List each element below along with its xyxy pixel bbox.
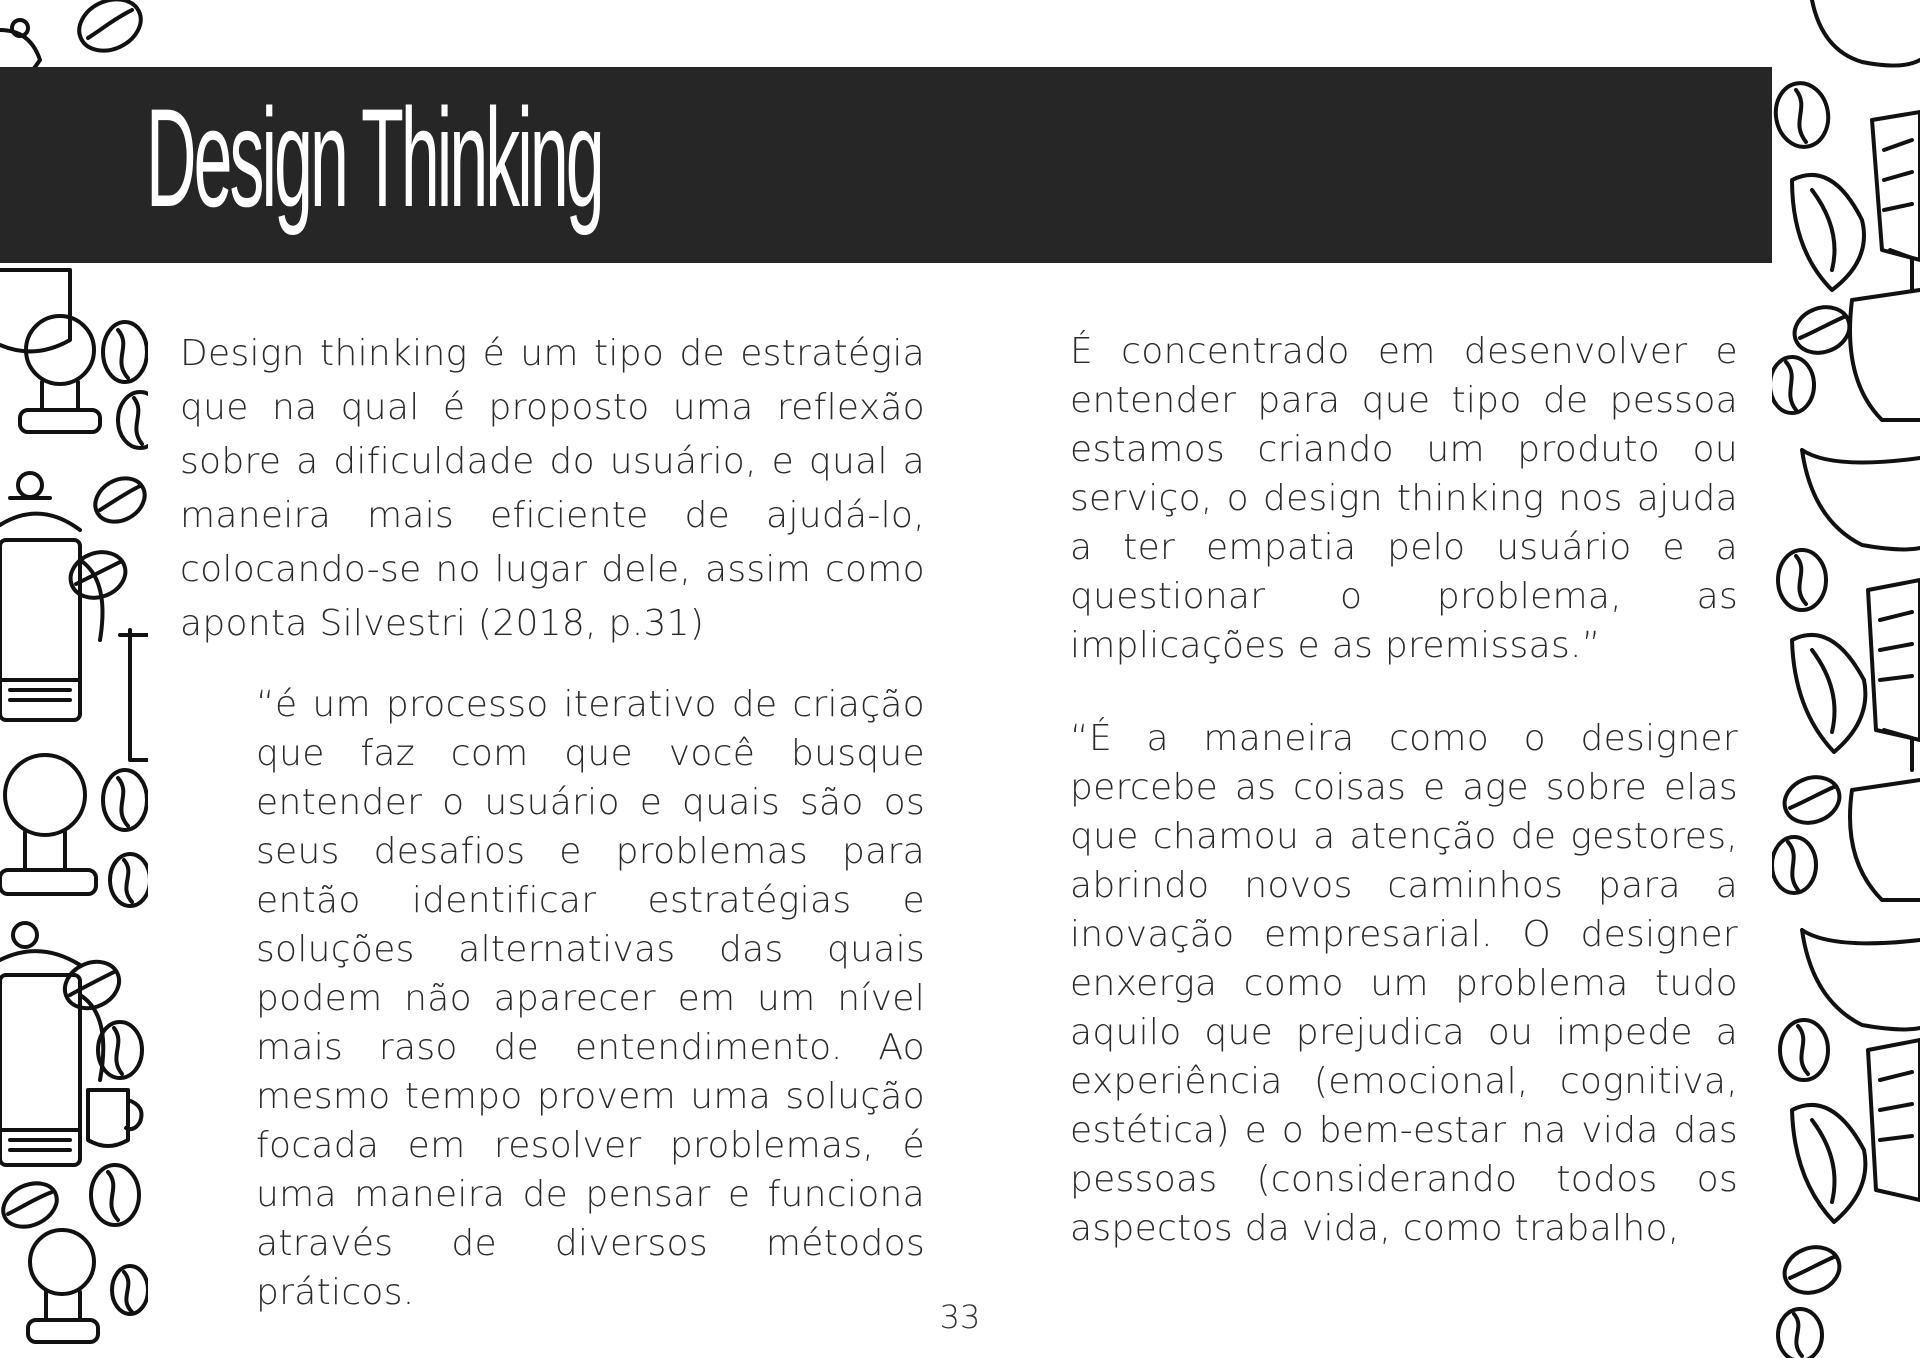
coffee-bean-icon	[1788, 300, 1856, 360]
coffee-bean-icon	[1772, 357, 1814, 413]
coffee-bowl-icon	[1802, 930, 1920, 1029]
coffee-bean-icon	[91, 1165, 139, 1225]
coffee-bean-icon	[103, 322, 147, 382]
coffee-bean-icon	[0, 1175, 64, 1235]
coffee-bean-icon	[118, 392, 148, 448]
tamper-icon	[20, 316, 100, 432]
tamper-icon	[28, 1230, 98, 1342]
left-intro-paragraph: Design thinking é um tipo de estratégia que na qual é proposto uma reflexão sobre a dificuldade do usuário, e qual a maneira mais eficiente de ajudá-lo, colocando-se no lugar dele, assim como aponta Silvestri (2018, p.31)	[180, 333, 925, 644]
page-number: 33	[939, 1298, 981, 1336]
coffee-bean-icon	[1772, 837, 1816, 893]
coffee-bean-icon	[64, 545, 132, 605]
coffee-bean-icon	[1780, 1020, 1828, 1080]
page-title: Design Thinking	[146, 79, 602, 236]
coffee-bean-icon	[1778, 1309, 1822, 1358]
coffee-cup-icon	[0, 250, 90, 351]
coffee-doodle-pattern-right	[1772, 0, 1920, 1358]
coffee-bean-icon	[110, 854, 148, 906]
coffee-cup-icon	[120, 630, 148, 760]
tamper-icon	[0, 755, 96, 894]
right-paragraph-2: “É a maneira como o designer percebe as coisas e age sobre elas que chamou a atenção de gestores, abrindo novos caminhos para a inovação empresarial. O designer enxerga como um problema tudo aquilo que prejudica ou impede a experiência (emocional, cognitiva, estética) e o bem-estar na vida das pessoas (considerando todos os aspectos da vida, como trabalho,	[1070, 718, 1738, 1249]
coffee-grinder-icon	[1850, 780, 1920, 900]
coffee-grinder-icon	[1868, 580, 1920, 770]
coffee-bowl-icon	[1812, 0, 1920, 66]
coffee-grinder-icon	[1868, 1040, 1920, 1200]
coffee-bean-icon	[71, 0, 148, 60]
coffee-bean-icon	[1792, 175, 1864, 290]
coffee-bean-icon	[57, 953, 126, 1017]
coffee-grinder-icon	[1872, 112, 1920, 290]
coffee-bean-icon	[1778, 1240, 1846, 1300]
right-paragraph-1: É concentrado em desenvolver e entender para que tipo de pessoa estamos criando um produto ou serviço, o design thinking nos ajuda a ter empatia pelo usuário e a questionar o problema, as implicações e as premissas.”	[1070, 331, 1738, 666]
coffee-bean-icon	[112, 1266, 148, 1314]
coffee-bowl-icon	[1802, 450, 1920, 549]
coffee-cup-icon	[88, 1090, 142, 1146]
coffee-bean-icon	[1792, 635, 1865, 752]
coffee-bean-icon	[103, 770, 147, 830]
coffee-grinder-icon	[1850, 290, 1920, 420]
coffee-bean-icon	[1772, 79, 1833, 151]
coffee-bean-icon	[1778, 550, 1826, 610]
coffee-bean-icon	[1778, 770, 1846, 830]
coffee-bean-icon	[87, 470, 148, 531]
left-quote-paragraph: “é um processo iterativo de criação que faz com que você busque entender o usuário e quais são os seus desafios e problemas para então identificar estratégias e soluções alternativas das quais podem não aparecer em um nível mais raso de entendimento. Ao mesmo tempo provem uma solução focada em resolver problemas, é uma maneira de pensar e funciona através de diversos métodos práticos.	[256, 684, 925, 1313]
coffee-bean-icon	[1792, 1105, 1865, 1222]
